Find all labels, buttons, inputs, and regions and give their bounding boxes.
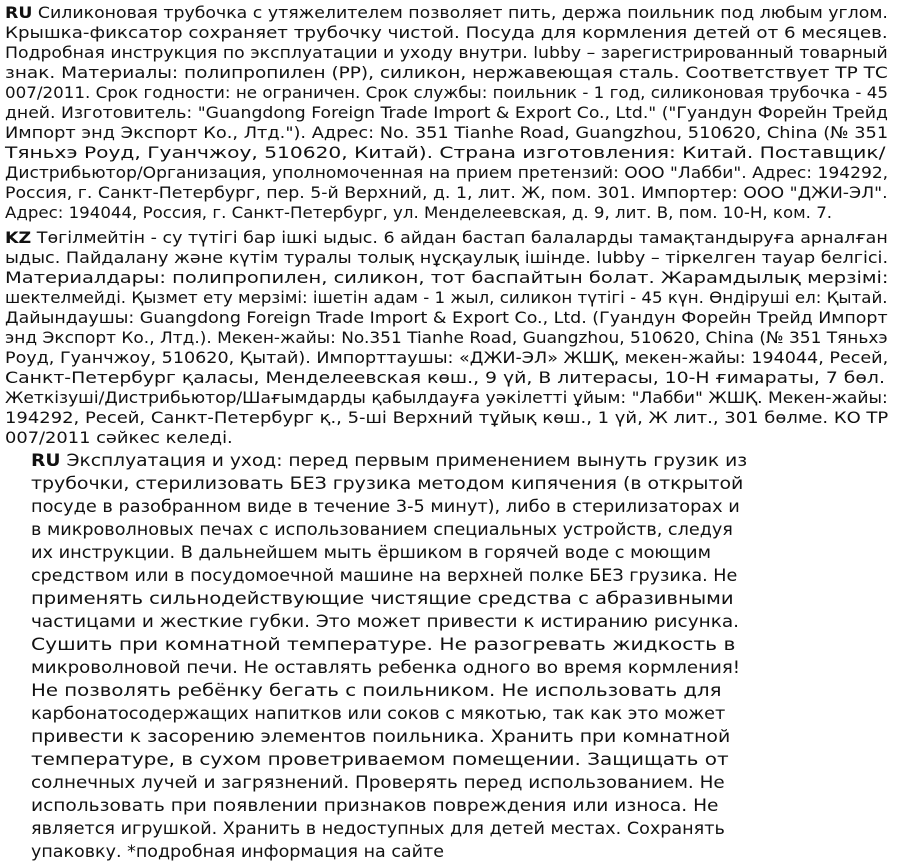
text-line: их инструкции. В дальнейшем мыть ёршиком в горячей воде с моющим <box>31 543 711 563</box>
text-line: энд Экспорт Ко., Лтд.). Мекен-жайы: No.351 Tianhe Road, Guangzhou, 510620, China (№ 351 Тяньхэ <box>5 328 888 347</box>
text-line: Дистрибьютор/Организация, уполномоченная на прием претензий: ООО "Лабби". Адрес: 194292, <box>5 163 889 182</box>
text-line: применять сильнодействующие чистящие средства с абразивными <box>31 589 734 609</box>
text-line: посуде в разобранном виде в течение 3-5 минут), либо в стерилизаторах и <box>31 497 740 517</box>
text-line: в микроволновых печах с использованием специальных устройств, следуя <box>31 520 733 540</box>
text-line: трубочки, стерилизовать БЕЗ грузика методом кипячения (в открытой <box>31 474 744 494</box>
text-line: RU Эксплуатация и уход: перед первым применением вынуть грузик из <box>31 451 748 471</box>
text-line: Не позволять ребёнку бегать с поильником. Не использовать для <box>31 681 722 701</box>
text-line: средством или в посудомоечной машине на верхней полке БЕЗ грузика. Не <box>31 566 738 586</box>
text-line: Сушить при комнатной температуре. Не разогревать жидкость в <box>31 635 736 655</box>
text-line: привести к засорению элементов поильника. Хранить при комнатной <box>31 727 731 747</box>
text-line: температуре, в сухом проветриваемом помещении. Защищать от <box>31 750 729 770</box>
lang-code-ru: RU <box>5 3 33 22</box>
text-line: Крышка-фиксатор сохраняет трубочку чистой. Посуда для кормления детей от 6 месяцев. <box>5 23 888 42</box>
text-line: шектелмейді. Қызмет ету мерзімі: ішетін адам - 1 жыл, силикон түтігі - 45 күн. Өндіруші ел: Қытай. <box>5 288 888 307</box>
text-line: знак. Материалы: полипропилен (PP), силикон, нержавеющая сталь. Соответствует ТР ТС <box>5 63 888 82</box>
text-line: Адрес: 194044, Россия, г. Санкт-Петербург, ул. Менделеевская, д. 9, лит. В, пом. 10-Н, ком. 7. <box>5 203 833 222</box>
text-line: Жеткізуші/Дистрибьютор/Шағымдарды қабылдауға уәкілетті ұйым: "Лабби" ЖШҚ. Мекен-жайы: <box>5 388 888 407</box>
text-line: RU Силиконовая трубочка с утяжелителем позволяет пить, держа поильник под любым углом. <box>5 3 888 22</box>
text-line: ыдыс. Пайдалану және күтім туралы толық нұсқаулық ішінде. lubby – тіркелген тауар белгісі. <box>5 248 889 267</box>
text-line: Материалдары: полипропилен, силикон, тот баспайтын болат. Жарамдылық мерзімі: <box>5 268 889 287</box>
text-line: Подробная инструкция по эксплуатации и уходу внутри. lubby – зарегистрированный товарный <box>5 43 888 62</box>
text-line: солнечных лучей и загрязнений. Проверять перед использованием. Не <box>31 773 725 793</box>
text-line: Роуд, Гуанчжоу, 510620, Қытай). Импорттаушы: «ДЖИ-ЭЛ» ЖШҚ, мекен-жайы: 194044, Ресей, <box>5 348 889 367</box>
text-line: является игрушкой. Хранить в недоступных для детей местах. Сохранять <box>31 819 725 839</box>
text-line: Санкт-Петербург қаласы, Менделеевская көш., 9 үй, В литерасы, 10-Н ғимараты, 7 бөл. <box>5 368 885 387</box>
text-line: микроволновой печи. Не оставлять ребенка одного во время кормления! <box>31 658 741 678</box>
text-line: 194292, Ресей, Санкт-Петербург қ., 5-ші Верхний тұйық көш., 1 үй, Ж лит., 301 бөлме. КО ТР <box>5 408 889 427</box>
text-line: частицами и жесткие губки. Это может привести к истиранию рисунка. <box>31 612 740 632</box>
text-line: Тяньхэ Роуд, Гуанчжоу, 510620, Китай). Страна изготовления: Китай. Поставщик/ <box>5 143 886 162</box>
text-line: Импорт энд Экспорт Ко., Лтд."). Адрес: No. 351 Tianhe Road, Guangzhou, 510620, China (№ 351 <box>5 123 889 142</box>
text-line: Дайындаушы: Guangdong Foreign Trade Import & Export Co., Ltd. (Гуандун Форейн Трейд Импорт <box>5 308 888 327</box>
text-line: Россия, г. Санкт-Петербург, пер. 5-й Верхний, д. 1, лит. Ж, пом. 301. Импортер: ООО "ДЖИ-ЭЛ". <box>5 183 888 202</box>
text-line: карбонатосодержащих напитков или соков с мякотью, так как это может <box>31 704 726 724</box>
lang-code-kz: KZ <box>5 228 32 247</box>
text-line: 007/2011 сәйкес келеді. <box>5 428 233 447</box>
text-line: упаковку. *подробная информация на сайте <box>31 842 444 862</box>
text-line: KZ Төгілмейтін - су түтігі бар ішкі ыдыс. 6 айдан бастап балаларды тамақтандыруға арналған <box>5 228 888 247</box>
text-line: дней. Изготовитель: "Guangdong Foreign Trade Import & Export Co., Ltd." ("Гуандун Форейн Трейд <box>5 103 888 122</box>
text-line: использовать при появлении признаков повреждения или износа. Не <box>31 796 719 816</box>
lang-code-ru: RU <box>31 451 61 471</box>
text-line: 007/2011. Срок годности: не ограничен. Срок службы: поильник - 1 год, силиконовая трубочка - 45 <box>5 83 888 102</box>
